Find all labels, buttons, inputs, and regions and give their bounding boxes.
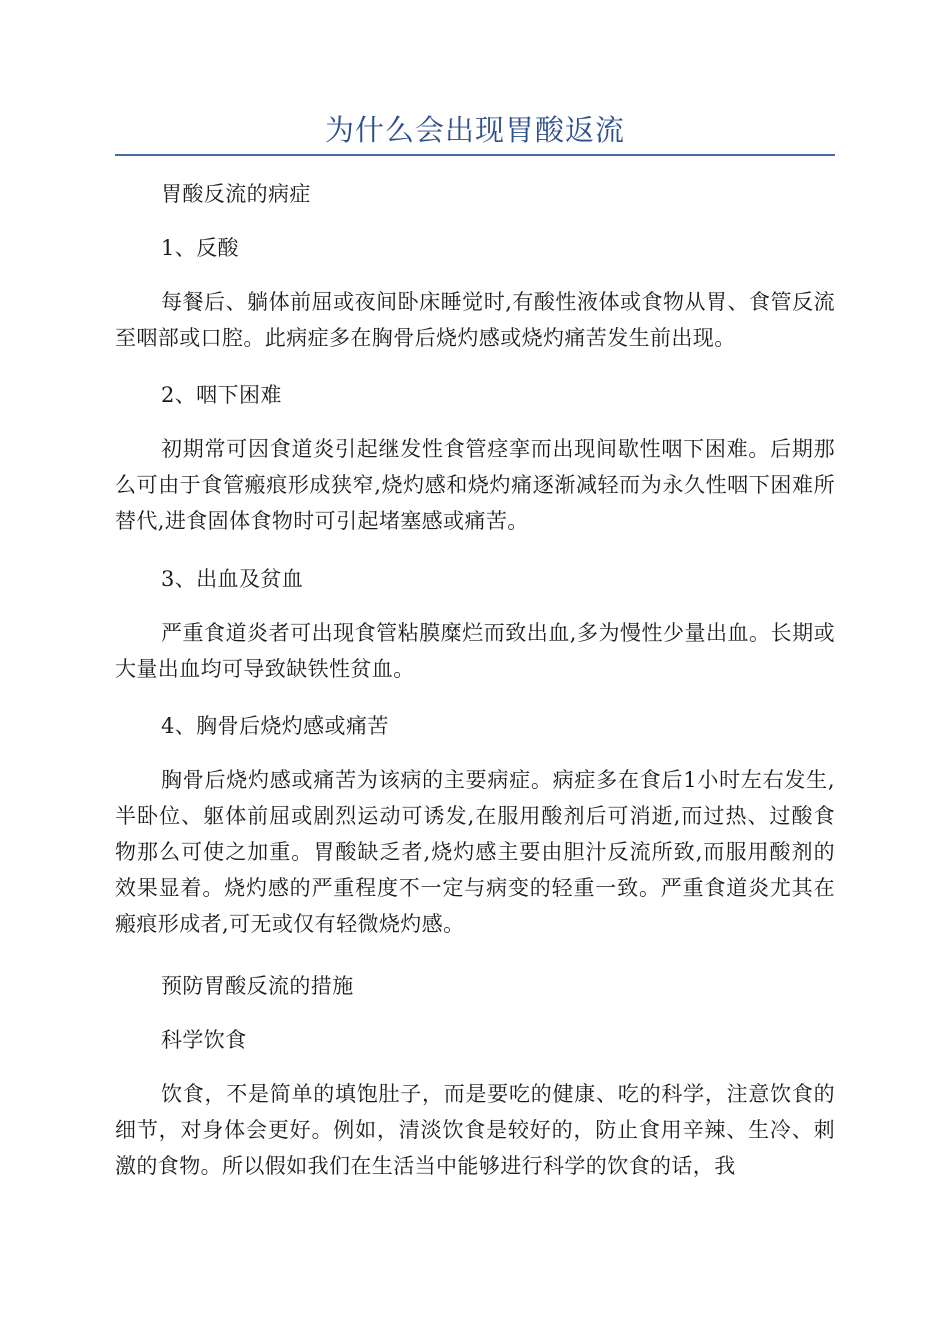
subheading: 4、胸骨后烧灼感或痛苦 [161,714,389,738]
body-paragraph: 饮食，不是简单的填饱肚子，而是要吃的健康、吃的科学，注意饮食的细节，对身体会更好。例如，清淡饮食是较好的，防止食用辛辣、生冷、刺激的食物。所以假如我们在生活当中能够进行科学的饮食的话，我 [115,1082,835,1178]
body-paragraph: 初期常可因食道炎引起继发性食管痉挛而出现间歇性咽下困难。后期那么可由于食管瘢痕形成狭窄,烧灼感和烧灼痛逐渐减轻而为永久性咽下困难所替代,进食固体食物时可引起堵塞感或痛苦。 [115,437,835,533]
subheading: 科学饮食 [161,1028,247,1052]
subheading: 2、咽下困难 [161,383,282,407]
body-paragraph: 胸骨后烧灼感或痛苦为该病的主要病症。病症多在食后1小时左右发生,半卧位、躯体前屈或剧烈运动可诱发,在服用酸剂后可消逝,而过热、过酸食物那么可使之加重。胃酸缺乏者,烧灼感主要由胆汁反流所致,而服用酸剂的效果显着。烧灼感的严重程度不一定与病变的轻重一致。严重食道炎尤其在瘢痕形成者,可无或仅有轻微烧灼感。 [115,768,835,936]
subheading: 1、反酸 [161,236,239,260]
section-heading: 预防胃酸反流的措施 [161,974,354,998]
title-underline [115,154,835,156]
subheading: 3、出血及贫血 [161,567,304,591]
body-paragraph: 严重食道炎者可出现食管粘膜糜烂而致出血,多为慢性少量出血。长期或大量出血均可导致缺铁性贫血。 [115,621,835,681]
document-title: 为什么会出现胃酸返流 [324,113,625,147]
body-paragraph: 每餐后、躺体前屈或夜间卧床睡觉时,有酸性液体或食物从胃、食管反流至咽部或口腔。此病症多在胸骨后烧灼感或烧灼痛苦发生前出现。 [115,290,835,350]
section-heading: 胃酸反流的病症 [161,182,311,206]
